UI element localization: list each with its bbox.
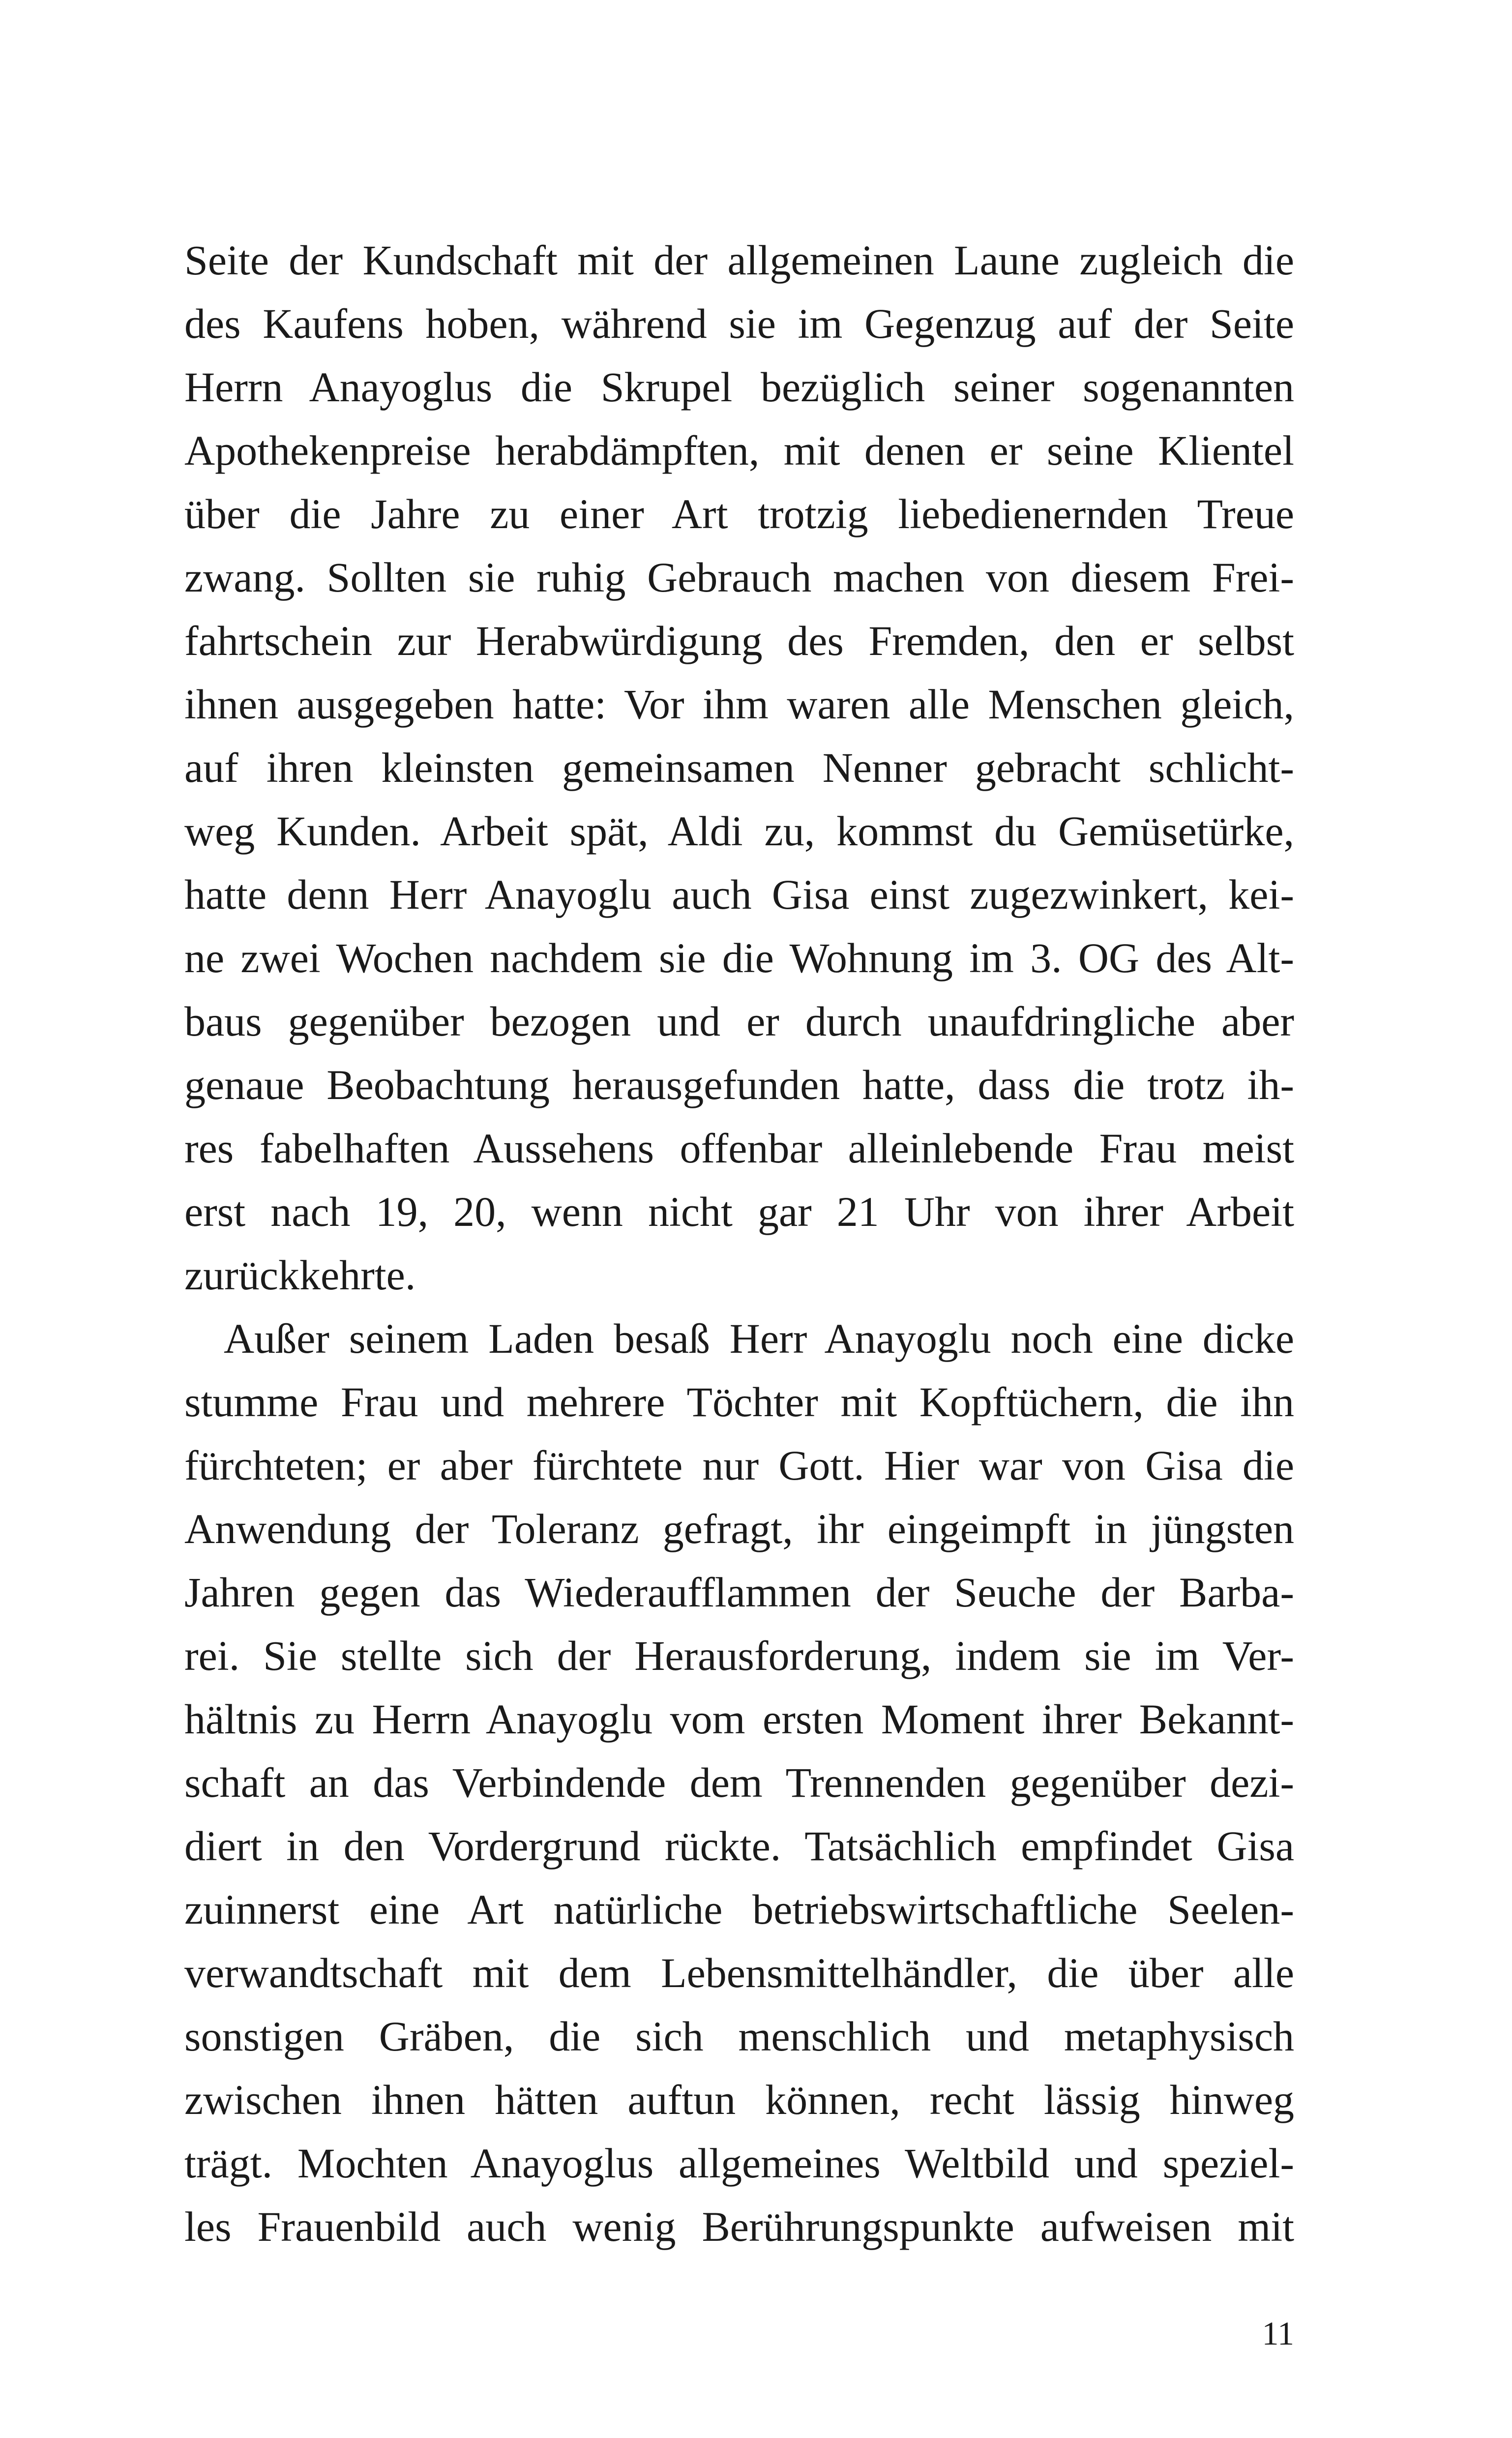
text-line: trägt. Mochten Anayoglus allgemeines Weltbild und speziel-: [184, 2140, 1294, 2187]
text-line: genaue Beobachtung herausgefunden hatte, dass die trotz ih-: [184, 1061, 1294, 1108]
text-line: über die Jahre zu einer Art trotzig liebedienernden Treue: [184, 490, 1294, 537]
text-line: schaft an das Verbindende dem Trennenden gegenüber dezi-: [184, 1759, 1294, 1806]
text-line: baus gegenüber bezogen und er durch unaufdringliche aber: [184, 998, 1294, 1045]
text-line: fahrtschein zur Herabwürdigung des Fremden, den er selbst: [184, 617, 1294, 664]
text-line: weg Kunden. Arbeit spät, Aldi zu, kommst du Gemüsetürke,: [184, 807, 1294, 855]
text-line: ne zwei Wochen nachdem sie die Wohnung im 3. OG des Alt-: [184, 934, 1294, 981]
text-line: hältnis zu Herrn Anayoglu vom ersten Moment ihrer Bekannt-: [184, 1695, 1294, 1743]
text-line: Anwendung der Toleranz gefragt, ihr eingeimpft in jüngsten: [184, 1505, 1294, 1552]
text-line: hatte denn Herr Anayoglu auch Gisa einst zugezwinkert, kei-: [184, 871, 1294, 918]
text-line: Jahren gegen das Wiederaufflammen der Seuche der Barba-: [184, 1569, 1294, 1616]
text-line: Außer seinem Laden besaß Herr Anayoglu noch eine dicke: [224, 1315, 1294, 1362]
text-line: stumme Frau und mehrere Töchter mit Kopftüchern, die ihn: [184, 1378, 1294, 1426]
text-line: sonstigen Gräben, die sich menschlich und metaphysisch: [184, 2013, 1294, 2060]
page-number: 11: [1262, 2315, 1294, 2352]
text-line: zwischen ihnen hätten auftun können, recht lässig hinweg: [184, 2076, 1294, 2123]
text-line: auf ihren kleinsten gemeinsamen Nenner gebracht schlicht-: [184, 744, 1294, 791]
text-line: zwang. Sollten sie ruhig Gebrauch machen von diesem Frei-: [184, 554, 1294, 601]
text-line: fürchteten; er aber fürchtete nur Gott. Hier war von Gisa die: [184, 1442, 1294, 1489]
text-line: zurückkehrte.: [184, 1251, 416, 1299]
text-line: rei. Sie stellte sich der Herausforderung, indem sie im Ver-: [184, 1632, 1294, 1679]
text-line: des Kaufens hoben, während sie im Gegenzug auf der Seite: [184, 300, 1294, 347]
text-line: Seite der Kundschaft mit der allgemeinen Laune zugleich die: [184, 237, 1294, 284]
body-text: [184, 229, 1294, 2259]
text-line: verwandtschaft mit dem Lebensmittelhändler, die über alle: [184, 1949, 1294, 1996]
text-line: zuinnerst eine Art natürliche betriebswirtschaftliche Seelen-: [184, 1886, 1294, 1933]
text-line: diert in den Vordergrund rückte. Tatsächlich empfindet Gisa: [184, 1822, 1294, 1870]
text-line: Herrn Anayoglus die Skrupel bezüglich seiner sogenannten: [184, 363, 1294, 411]
text-line: les Frauenbild auch wenig Berührungspunkte aufweisen mit: [184, 2203, 1294, 2250]
text-line: ihnen ausgegeben hatte: Vor ihm waren alle Menschen gleich,: [184, 681, 1294, 728]
text-line: erst nach 19, 20, wenn nicht gar 21 Uhr von ihrer Arbeit: [184, 1188, 1294, 1235]
text-line: res fabelhaften Aussehens offenbar alleinlebende Frau meist: [184, 1125, 1294, 1172]
text-line: Apothekenpreise herabdämpften, mit denen er seine Klientel: [184, 427, 1294, 474]
